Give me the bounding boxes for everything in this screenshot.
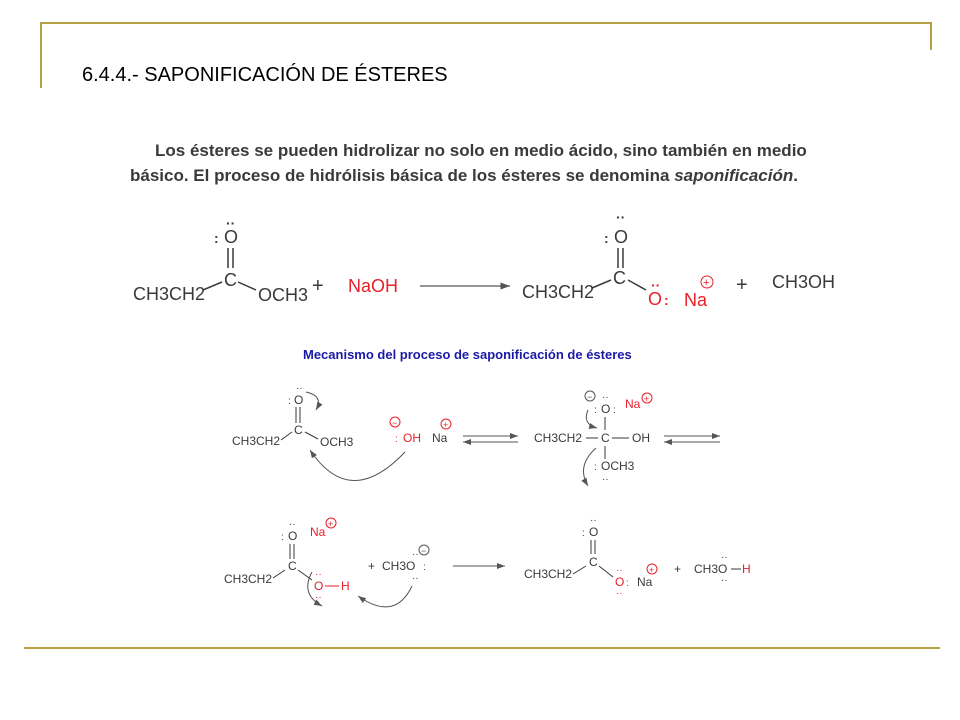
s3-methoxide: CH3O <box>382 559 416 573</box>
intro-line-2-end: . <box>793 166 798 185</box>
s3-o: O <box>288 529 298 543</box>
svg-text:−: − <box>587 392 593 402</box>
svg-text:··: ·· <box>616 565 623 576</box>
product-oxide: O <box>648 289 663 309</box>
svg-text::: : <box>664 292 669 308</box>
svg-text::: : <box>423 562 426 573</box>
svg-text:··: ·· <box>412 573 419 584</box>
s3-ethyl: CH3CH2 <box>224 572 273 586</box>
svg-text::: : <box>288 396 291 407</box>
s3-plus: + <box>368 559 376 573</box>
s4-oxide: O <box>615 575 625 589</box>
product-carbon: C <box>613 268 626 288</box>
svg-text:··: ·· <box>721 575 728 586</box>
ester-carbon: C <box>224 270 237 290</box>
product-carbonyl-o: O <box>614 227 629 247</box>
svg-text:+: + <box>644 394 650 404</box>
svg-text:··: ·· <box>315 569 322 580</box>
s2-o: O <box>601 402 611 416</box>
svg-text:··: ·· <box>590 515 597 526</box>
equilibrium-arrow-1 <box>463 436 518 442</box>
mechanism-step-2 <box>534 391 652 486</box>
mechanism-step-3 <box>224 518 429 607</box>
svg-text:+: + <box>328 519 334 529</box>
slide-title: 6.4.4.- SAPONIFICACIÓN DE ÉSTERES <box>82 64 448 86</box>
svg-text:··: ·· <box>296 383 303 394</box>
intro-emphasis: saponificación <box>674 166 794 185</box>
svg-text::: : <box>594 462 597 473</box>
s1-ethyl: CH3CH2 <box>232 434 281 448</box>
s1-och3: OCH3 <box>320 435 354 449</box>
ester-ethyl: CH3CH2 <box>133 284 206 304</box>
ester-molecule <box>133 215 308 305</box>
s4-sodium: Na <box>637 575 653 589</box>
plus-sign-2: + <box>736 274 748 296</box>
s1-sodium: Na <box>432 431 448 445</box>
svg-text::: : <box>395 434 398 445</box>
s2-sodium: Na <box>625 397 641 411</box>
svg-text::: : <box>613 405 616 416</box>
equilibrium-arrow-2 <box>664 436 720 442</box>
s3-o-hydroxyl: O <box>314 579 324 593</box>
product-sodium: Na <box>684 290 708 310</box>
svg-text::: : <box>582 528 585 539</box>
s3-h: H <box>341 579 350 593</box>
s4-h: H <box>742 562 751 576</box>
svg-text:+: + <box>443 420 449 430</box>
ester-carbonyl-o: O <box>224 227 239 247</box>
s2-c: C <box>601 431 610 445</box>
s3-c: C <box>288 559 297 573</box>
s4-ethyl: CH3CH2 <box>524 567 573 581</box>
svg-text:··: ·· <box>602 474 609 485</box>
svg-text::: : <box>281 532 284 543</box>
mechanism-step-4 <box>524 515 751 599</box>
s4-c: C <box>589 555 598 569</box>
svg-text::: : <box>214 230 219 246</box>
svg-text:··: ·· <box>651 277 661 293</box>
svg-text:+: + <box>649 565 655 575</box>
svg-text::: : <box>594 405 597 416</box>
svg-text:··: ·· <box>289 519 296 530</box>
svg-text:··: ·· <box>226 215 236 231</box>
intro-line-1: Los ésteres se pueden hidrolizar no solo en medio ácido, sino también en medio <box>155 141 807 160</box>
s4-plus: + <box>674 562 682 576</box>
svg-text:−: − <box>421 546 427 556</box>
mechanism-step-1 <box>232 383 451 481</box>
naoh-reagent: NaOH <box>348 276 399 296</box>
s3-sodium: Na <box>310 525 326 539</box>
s1-c: C <box>294 423 303 437</box>
product-ethyl: CH3CH2 <box>522 282 595 302</box>
svg-text::: : <box>626 578 629 589</box>
carboxylate-product <box>522 209 713 310</box>
s2-oh: OH <box>632 431 650 445</box>
s2-och3: OCH3 <box>601 459 635 473</box>
s2-ethyl: CH3CH2 <box>534 431 583 445</box>
svg-text:··: ·· <box>602 392 609 403</box>
plus-sign-1: + <box>312 275 324 297</box>
mechanism-heading: Mecanismo del proceso de saponificación de ésteres <box>303 347 632 362</box>
s4-o: O <box>589 525 599 539</box>
s1-hydroxide: OH <box>403 431 421 445</box>
ester-methoxy: OCH3 <box>258 285 309 305</box>
s4-methanol: CH3O <box>694 562 728 576</box>
s1-o: O <box>294 393 304 407</box>
svg-text:··: ·· <box>315 592 322 603</box>
svg-text::: : <box>604 230 609 246</box>
svg-text:··: ·· <box>616 588 623 599</box>
svg-text:−: − <box>392 418 398 428</box>
svg-text:+: + <box>703 277 710 289</box>
methanol-product: CH3OH <box>772 272 836 292</box>
svg-text:··: ·· <box>412 549 419 560</box>
svg-text:··: ·· <box>721 552 728 563</box>
svg-text:··: ·· <box>616 209 626 225</box>
intro-line-2-text: básico. El proceso de hidrólisis básica de los ésteres se denomina <box>130 166 675 185</box>
